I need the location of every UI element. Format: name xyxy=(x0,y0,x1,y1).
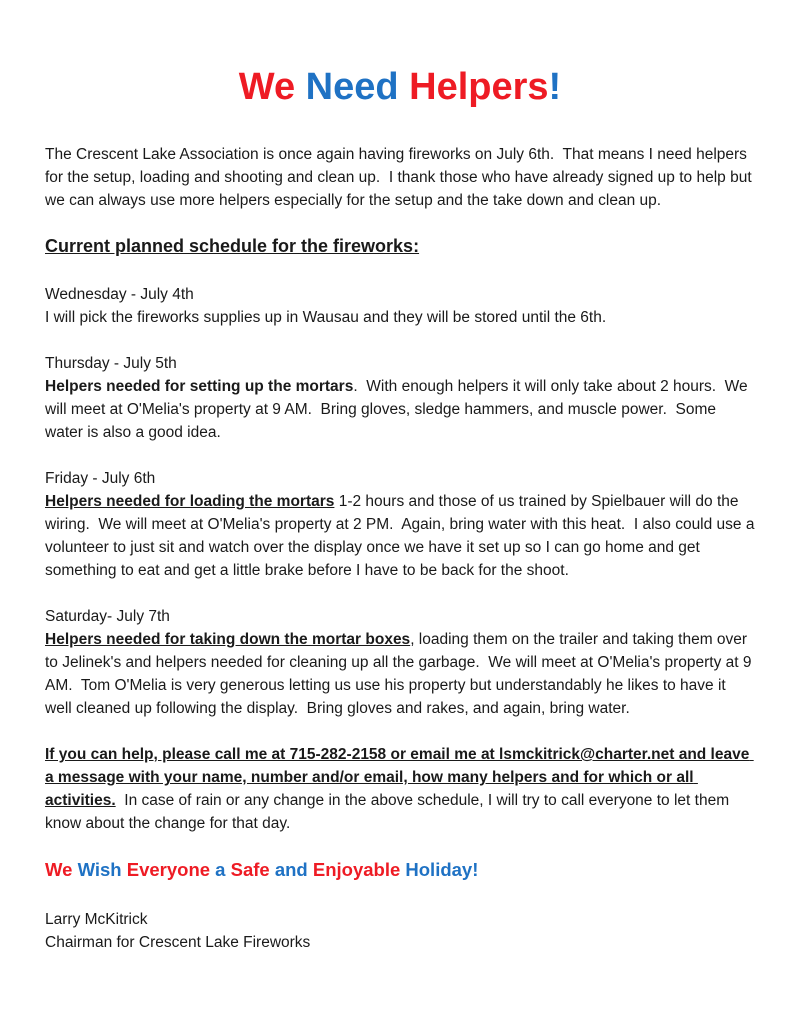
colored-text-segment: ! xyxy=(548,66,562,108)
thursday-body-text: . With enough helpers it will only take about 2 hours. We will meet at O'Melia's property at 9 AM. Bring gloves, sledge hammers, and muscle power. Some water is also a good idea. xyxy=(45,378,752,441)
schedule-wednesday xyxy=(45,283,755,329)
colored-text-segment: and xyxy=(274,859,313,880)
colored-text-segment: We xyxy=(45,859,78,880)
colored-text-segment: Holiday! xyxy=(405,859,479,880)
signature-name: Larry McKitrick xyxy=(45,911,148,928)
colored-text-segment: Everyone xyxy=(126,859,216,880)
friday-bold-underline-text: Helpers needed for loading the mortars xyxy=(45,493,335,510)
contact-body-text: In case of rain or any change in the above schedule, I will try to call everyone to let them know about the change for that day. xyxy=(45,792,734,832)
contact-paragraph xyxy=(45,743,755,835)
colored-text-segment: a xyxy=(215,859,231,880)
friday-body-text: 1-2 hours and those of us trained by Spielbauer will do the wiring. We will meet at O'Melia's property at 2 PM. Again, bring water with this heat. I also could use a volunteer to just sit and watch over the display once we have it set up so I can go home and get something to eat and get a little brake before I have to be back for the shoot. xyxy=(45,493,759,579)
contact-bold-underline-text: If you can help, please call me at 715-282-2158 or email me at lsmckitrick@charter.net and leave a message with your name, number and/or email, how many helpers and for which or all activities. xyxy=(45,746,754,809)
closing-wish-line xyxy=(45,858,755,882)
wednesday-body-text: I will pick the fireworks supplies up in Wausau and they will be stored until the 6th. xyxy=(45,309,607,326)
schedule-thursday xyxy=(45,352,755,444)
thursday-day-label: Thursday - July 5th xyxy=(45,355,177,372)
signature-role: Chairman for Crescent Lake Fireworks xyxy=(45,934,311,951)
colored-text-segment: We xyxy=(238,66,306,108)
saturday-body-text: , loading them on the trailer and taking them over to Jelinek's and helpers needed for cleaning up all the garbage. We will meet at O'Melia's property at 9 AM. Tom O'Melia is very generous letting us use his property but understandably he likes to have it well cleaned up following the display. Bring gloves and rakes, and again, bring water. xyxy=(45,631,755,717)
colored-text-segment: Wish xyxy=(77,859,127,880)
colored-text-segment: Helpers xyxy=(409,66,549,108)
wednesday-day-label: Wednesday - July 4th xyxy=(45,286,194,303)
thursday-bold-text: Helpers needed for setting up the mortars xyxy=(45,378,354,395)
friday-day-label: Friday - July 6th xyxy=(45,470,156,487)
colored-text-segment: Safe xyxy=(230,859,275,880)
schedule-friday xyxy=(45,467,759,582)
intro-paragraph: The Crescent Lake Association is once again having fireworks on July 6th. That means I need helpers for the setup, loading and shooting and clean up. I thank those who have already signed up to help but we can always use more helpers especially for the setup and the take down and clean up. xyxy=(45,146,756,209)
document-title xyxy=(45,66,755,109)
colored-text-segment: Enjoyable xyxy=(312,859,406,880)
schedule-heading: Current planned schedule for the fireworks: xyxy=(45,236,420,256)
colored-text-segment: Need xyxy=(305,66,410,108)
saturday-day-label: Saturday- July 7th xyxy=(45,608,170,625)
saturday-bold-underline-text: Helpers needed for taking down the mortar boxes xyxy=(45,631,411,648)
schedule-saturday xyxy=(45,605,755,720)
signature-block xyxy=(45,908,755,954)
